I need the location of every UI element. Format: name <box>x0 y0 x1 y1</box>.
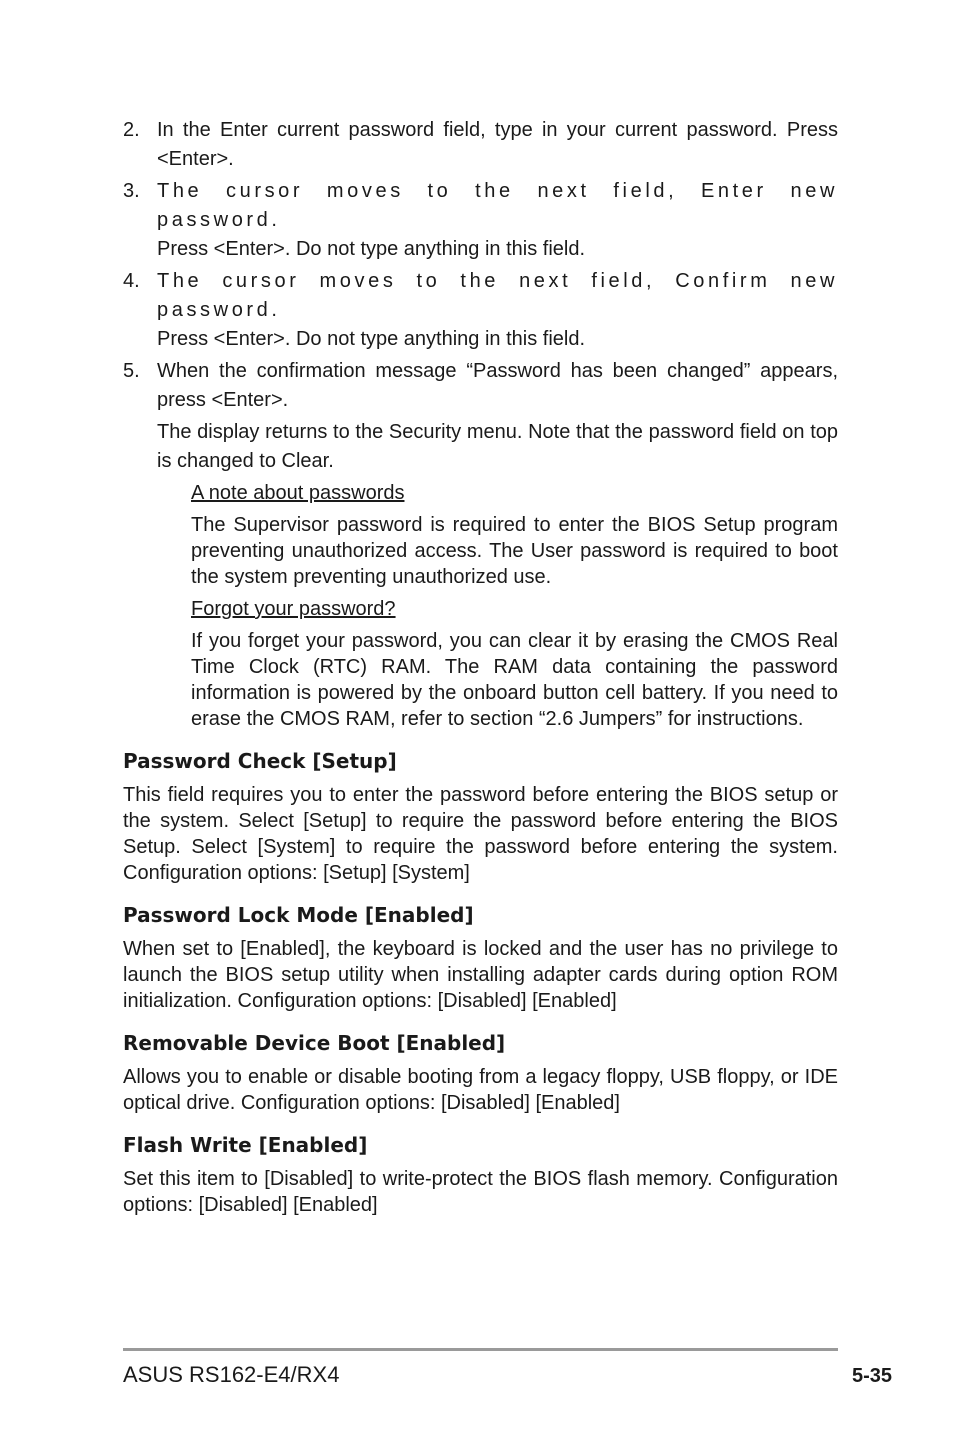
note-title: A note about passwords <box>191 482 405 504</box>
step-text-spaced: The cursor moves to the next field, Enter new password. <box>157 180 838 231</box>
step-3 <box>123 177 838 264</box>
step-text: In the Enter current password field, type in your current password. Press <Enter>. <box>157 119 838 170</box>
step-number: 3. <box>123 180 140 202</box>
step-4 <box>123 267 838 354</box>
section-flash-write <box>123 1132 838 1218</box>
footer-model: ASUS RS162-E4/RX4 <box>123 1362 340 1387</box>
section-removable-device-boot <box>123 1030 838 1116</box>
footer-divider <box>123 1348 838 1351</box>
step-text: Press <Enter>. Do not type anything in this field. <box>157 238 586 260</box>
step-number: 5. <box>123 360 140 382</box>
section-title: Flash Write [Enabled] <box>123 1133 368 1157</box>
section-text: This field requires you to enter the password before entering the BIOS setup or the system. Select [Setup] to require the password before entering the BIOS Setup. Select [System] to require the password before entering the system. Configuration options: [Setup] [System] <box>123 784 838 884</box>
step-5 <box>123 357 838 415</box>
section-text: Set this item to [Disabled] to write-protect the BIOS flash memory. Configuration options: [Disabled] [Enabled] <box>123 1168 838 1216</box>
section-password-lock-mode <box>123 902 838 1014</box>
section-text: When set to [Enabled], the keyboard is locked and the user has no privilege to launch the BIOS setup utility when installing adapter cards during option ROM initialization. Configuration options: [Disabled] [Enabled] <box>123 938 838 1012</box>
note-passwords <box>191 480 838 590</box>
step-5-continuation: The display returns to the Security menu. Note that the password field on top is changed to Clear. <box>157 421 838 472</box>
note-forgot-password <box>191 596 838 732</box>
step-text-spaced: The cursor moves to the next field, Confirm new password. <box>157 270 838 321</box>
section-title: Password Lock Mode [Enabled] <box>123 903 474 927</box>
section-text: Allows you to enable or disable booting from a legacy floppy, USB floppy, or IDE optical drive. Configuration options: [Disabled] [Enabled] <box>123 1066 838 1114</box>
step-text-wrap <box>157 267 838 354</box>
note-text: The Supervisor password is required to enter the BIOS Setup program preventing unauthorized access. The User password is required to boot the system preventing unauthorized use. <box>191 514 838 588</box>
note-text: If you forget your password, you can clear it by erasing the CMOS Real Time Clock (RTC) RAM. The RAM data containing the password information is powered by the onboard button cell battery. If you need to erase the CMOS RAM, refer to section “2.6 Jumpers” for instructions. <box>191 630 838 730</box>
step-text: When the confirmation message “Password has been changed” appears, press <Enter>. <box>157 360 838 411</box>
step-text: Press <Enter>. Do not type anything in this field. <box>157 328 586 350</box>
note-title: Forgot your password? <box>191 598 396 620</box>
step-text-wrap <box>157 177 838 264</box>
section-title: Password Check [Setup] <box>123 749 397 773</box>
section-title: Removable Device Boot [Enabled] <box>123 1031 506 1055</box>
page-content <box>123 116 838 1218</box>
step-2 <box>123 116 838 174</box>
footer-page-number: 5-35 <box>851 1365 892 1387</box>
step-number: 2. <box>123 119 140 141</box>
section-password-check <box>123 748 838 886</box>
step-number: 4. <box>123 270 140 292</box>
